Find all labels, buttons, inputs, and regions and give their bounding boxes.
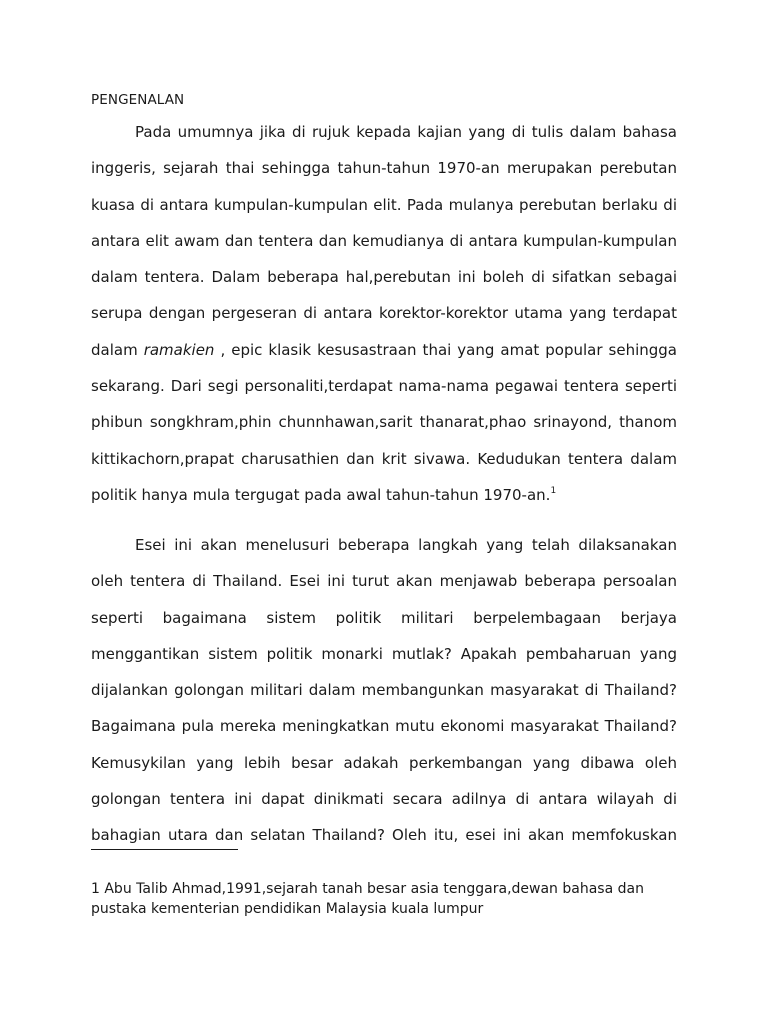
paragraph-introduction xyxy=(91,114,677,513)
paragraph-line: kittikachorn,prapat charusathien dan krit sivawa. Kedudukan tentera dalam xyxy=(91,449,677,468)
italic-term: ramakien xyxy=(143,340,215,359)
paragraph-line: bahagian utara dan selatan Thailand? Oleh itu, esei ini akan memfokuskan xyxy=(91,826,677,845)
paragraph-line: sekarang. Dari segi personaliti,terdapat nama-nama pegawai tentera seperti xyxy=(91,377,677,396)
paragraph-line: Kemusykilan yang lebih besar adakah perkembangan yang dibawa oleh xyxy=(91,753,677,772)
footnote-separator xyxy=(91,849,238,850)
paragraph-scope xyxy=(91,527,677,854)
paragraph-line: golongan tentera ini dapat dinikmati secara adilnya di antara wilayah di xyxy=(91,790,677,809)
paragraph-line: phibun songkhram,phin chunnhawan,sarit thanarat,phao srinayond, thanom xyxy=(91,413,677,432)
paragraph-line: Bagaimana pula mereka meningkatkan mutu ekonomi masyarakat Thailand? xyxy=(91,717,677,736)
paragraph-line: Pada umumnya jika di rujuk kepada kajian yang di tulis dalam bahasa xyxy=(135,123,677,141)
paragraph-line: inggeris, sejarah thai sehingga tahun-tahun 1970-an merupakan perebutan xyxy=(91,159,677,178)
paragraph-line-with-italic xyxy=(91,332,677,368)
line-text: dalam xyxy=(91,340,144,359)
paragraph-line: Esei ini akan menelusuri beberapa langkah yang telah dilaksanakan xyxy=(135,536,677,554)
line-text: politik hanya mula tergugat pada awal tahun-tahun 1970-an. xyxy=(91,485,551,504)
section-heading: PENGENALAN xyxy=(91,92,185,108)
line-text: , epic klasik kesusastraan thai yang amat popular sehingga xyxy=(214,340,677,359)
paragraph-line: serupa dengan pergeseran di antara korektor-korektor utama yang terdapat xyxy=(91,304,677,323)
paragraph-line: menggantikan sistem politik monarki mutlak? Apakah pembaharuan yang xyxy=(91,644,677,663)
paragraph-line: antara elit awam dan tentera dan kemudianya di antara kumpulan-kumpulan xyxy=(91,231,677,250)
footnote xyxy=(91,879,671,919)
footnote-line: 1 Abu Talib Ahmad,1991,sejarah tanah besar asia tenggara,dewan bahasa dan xyxy=(91,881,644,897)
paragraph-line: seperti bagaimana sistem politik militari berpelembagaan berjaya xyxy=(91,608,677,627)
footnote-line: pustaka kementerian pendidikan Malaysia kuala lumpur xyxy=(91,901,484,917)
paragraph-last-line xyxy=(91,477,677,513)
paragraph-line: oleh tentera di Thailand. Esei ini turut akan menjawab beberapa persoalan xyxy=(91,572,677,591)
paragraph-line: dijalankan golongan militari dalam membangunkan masyarakat di Thailand? xyxy=(91,681,677,700)
paragraph-line: kuasa di antara kumpulan-kumpulan elit. Pada mulanya perebutan berlaku di xyxy=(91,195,677,214)
footnote-reference[interactable]: 1 xyxy=(550,485,557,496)
paragraph-line: dalam tentera. Dalam beberapa hal,perebutan ini boleh di sifatkan sebagai xyxy=(91,268,677,287)
